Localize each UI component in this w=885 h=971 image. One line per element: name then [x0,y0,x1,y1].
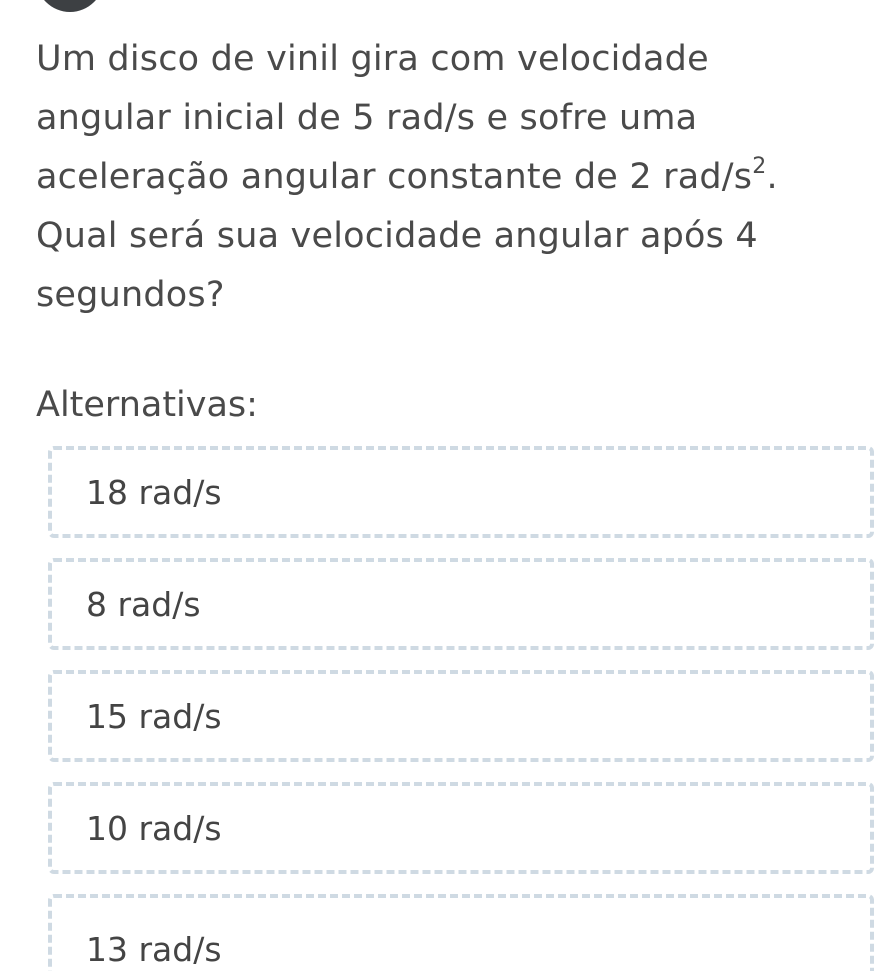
alternatives-list [48,446,878,971]
alternative-option-1[interactable] [48,446,874,538]
question-line: Um disco de vinil gira com velocidade [36,39,709,79]
alternative-label: 8 rad/s [86,584,201,624]
alternative-option-5[interactable] [48,894,874,971]
alternatives-heading: Alternativas: [36,385,258,425]
question-text [36,30,856,325]
avatar [36,0,104,12]
alternative-option-2[interactable] [48,558,874,650]
alternative-label: 13 rad/s [86,929,222,969]
alternative-label: 18 rad/s [86,472,222,512]
alternative-option-3[interactable] [48,670,874,762]
alternative-label: 10 rad/s [86,808,222,848]
alternative-label: 15 rad/s [86,696,222,736]
exponent: 2 [752,154,767,180]
question-line: Qual será sua velocidade angular após 4 [36,216,758,256]
question-line: angular inicial de 5 rad/s e sofre uma [36,98,698,138]
alternative-option-4[interactable] [48,782,874,874]
question-punctuation: . [766,157,778,197]
question-line: segundos? [36,275,225,315]
question-line: aceleração angular constante de 2 rad/s [36,157,753,197]
